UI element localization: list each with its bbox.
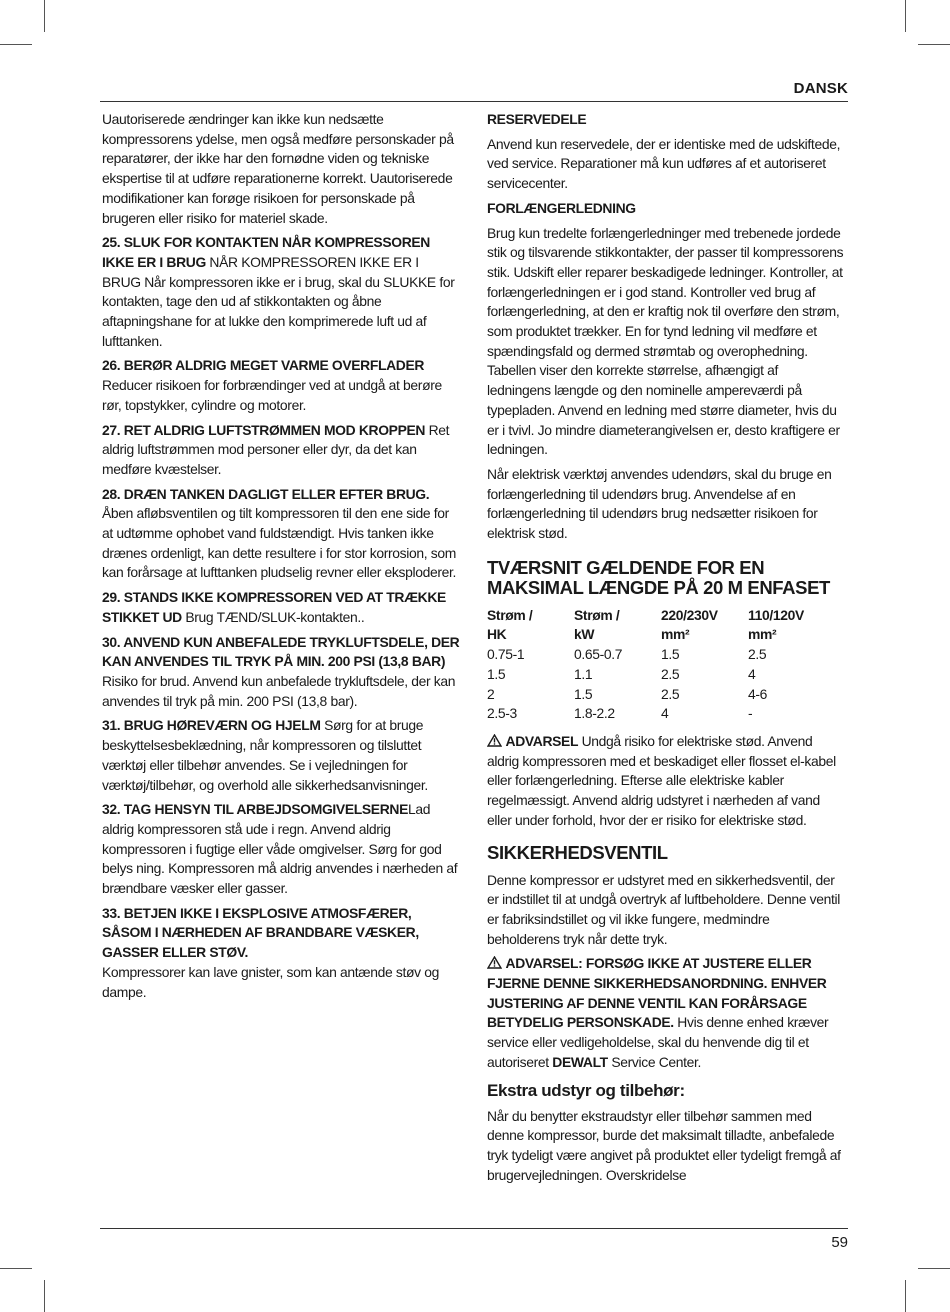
safety-item-heading: 25. SLUK FOR KONTAKTEN NÅR KOMPRESSOREN IKKE ER I BRUG xyxy=(102,234,430,270)
crop-mark xyxy=(918,1268,950,1269)
reservedele-heading: RESERVEDELE xyxy=(487,111,587,127)
table-cell: 2.5 xyxy=(661,665,680,682)
ekstra-udstyr-text: Når du benytter ekstraudstyr eller tilbehør sammen med denne kompressor, burde det maksimalt tilladte, anbefalede tryk tydeligt være angivet på produktet eller tydeligt fremgå af brugervejledningen. Overskridelse xyxy=(487,1107,841,1183)
safety-item-text: Ret aldrig luftstrømmen mod personer eller dyr, da det kan medføre kvæstelser. xyxy=(102,421,450,477)
crop-mark xyxy=(44,1280,45,1312)
table-header-cell: Strøm / kW xyxy=(574,606,620,643)
forlaengerledning-heading: FORLÆNGERLEDNING xyxy=(487,199,636,216)
language-label: DANSK xyxy=(793,80,848,97)
table-cell: 4 xyxy=(748,665,756,682)
crop-mark xyxy=(0,1268,32,1269)
table-row xyxy=(487,645,845,665)
safety-item-heading: 30. ANVEND KUN ANBEFALEDE TRYKLUFTSDELE, DER KAN ANVENDES TIL TRYK PÅ MIN. 200 PSI (13,8 BAR) xyxy=(102,633,460,670)
safety-item-32 xyxy=(102,800,460,899)
crop-mark xyxy=(905,0,906,32)
table-cell: 4 xyxy=(661,705,669,722)
safety-item-heading: 28. DRÆN TANKEN DAGLIGT ELLER EFTER BRUG. xyxy=(102,485,430,502)
crop-mark xyxy=(44,0,45,32)
safety-item-31 xyxy=(102,716,460,795)
safety-item-30 xyxy=(102,633,460,712)
ekstra-udstyr-heading: Ekstra udstyr og tilbehør: xyxy=(487,1080,685,1100)
brand-name: DEWALT xyxy=(552,1053,608,1070)
table-cell: 4-6 xyxy=(748,685,768,702)
table-cell: 0.75-1 xyxy=(487,646,525,663)
table-cell: 2.5 xyxy=(748,646,767,663)
warning-label: ADVARSEL xyxy=(505,732,579,749)
safety-item-text: Lad aldrig kompressoren stå ude i regn. Anvend aldrig kompressoren i fugtige eller våde omgivelser. Sørg for god belys ning. Kompressoren må aldrig anvendes i nærheden af brændbare væsker eller gasser. xyxy=(102,801,458,897)
forlaengerledning-paragraph-1: Brug kun tredelte forlængerledninger med trebenede jordede stik og tilsvarende stikkontakter, der passer til kompressorens stik. Udskift eller reparer beskadigede ledninger. Kontroller, at forlængerledningen er i god stand. Kontroller ved brug af forlængerledning, at den er kraftig nok til overføre den strøm, som produktet trækker. En for tynd ledning vil medføre et spændingsfald og dermed strømtab og overophedning. Tabellen viser den korrekte størrelse, afhængigt af ledningens længde og den nominelle ampereværdi på typepladen. Anvend en ledning med større diameter, hvis du er i tvivl. Jo mindre diameterangivelsen er, desto kraftigere er ledningen. xyxy=(487,224,844,458)
safety-item-heading: 27. RET ALDRIG LUFTSTRØMMEN MOD KROPPEN xyxy=(102,421,426,438)
safety-item-heading: 26. BERØR ALDRIG MEGET VARME OVERFLADER xyxy=(102,357,425,374)
safety-item-26 xyxy=(102,356,460,415)
table-cell: 1.8-2.2 xyxy=(574,705,615,722)
safety-item-heading: 31. BRUG HØREVÆRN OG HJELM xyxy=(102,717,321,734)
safety-item-text: Åben afløbsventilen og tilt kompressoren til den ene side for at udtømme ophobet vand fuldstændigt. Hvis tanken ikke drænes ordenligt, kan dette resultere i for stor korrosion, som kan forårsage at lufttanken pludselig revner eller eksploderer. xyxy=(102,505,456,581)
table-row xyxy=(487,685,845,705)
crop-mark xyxy=(918,44,950,45)
page-number: 59 xyxy=(831,1234,848,1251)
warning-text: Service Center. xyxy=(607,1053,702,1070)
safety-item-heading: 32. TAG HENSYN TIL ARBEJDSOMGIVELSERNE xyxy=(102,801,408,818)
safety-item-heading: 29. STANDS IKKE KOMPRESSOREN VED AT TRÆKKE STIKKET UD xyxy=(102,589,446,625)
table-header-cell: 110/120V mm² xyxy=(748,606,804,643)
safety-item-heading: 33. BETJEN IKKE I EKSPLOSIVE ATMOSFÆRER, SÅSOM I NÆRHEDEN AF BRANDBARE VÆSKER, GASSER ELLER STØV. xyxy=(102,904,419,961)
table-cell: 1.5 xyxy=(574,685,593,702)
table-cell: 2 xyxy=(487,685,495,702)
table-cell: 1.5 xyxy=(661,646,680,663)
safety-item-text: Reducer risikoen for forbrændinger ved at undgå at berøre rør, topstykker, cylindre og motorer. xyxy=(102,377,442,413)
footer-rule xyxy=(100,1228,848,1229)
safety-item-text: Kompressorer kan lave gnister, som kan antænde støv og dampe. xyxy=(102,963,440,1000)
reservedele-text: Anvend kun reservedele, der er identiske med de udskiftede, ved service. Reparationer må kun udføres af et autoriseret servicecenter. xyxy=(487,135,841,192)
cord-table-title: TVÆRSNIT GÆLDENDE FOR EN MAKSIMAL LÆNGDE PÅ 20 M ENFASET xyxy=(487,556,830,598)
table-header-cell: Strøm / HK xyxy=(487,606,533,643)
table-cell: 2.5 xyxy=(661,685,680,702)
table-header-cell: 220/230V mm² xyxy=(661,606,718,643)
safety-item-28 xyxy=(102,485,460,584)
safety-item-27 xyxy=(102,421,460,480)
left-column xyxy=(102,110,460,1007)
warning-label: ADVARSEL: FORSØG IKKE AT JUSTERE ELLER FJERNE DENNE SIKKERHEDSANORDNING. ENHVER JUSTERING AF DENNE VENTIL KAN FORÅRSAGE BETYDELIG PERSONSKADE. xyxy=(487,955,827,1031)
table-cell: 0.65-0.7 xyxy=(574,646,623,663)
warning-triangle-icon xyxy=(487,734,502,747)
safety-item-text: Brug TÆND/SLUK-kontakten.. xyxy=(181,608,365,625)
table-header-row xyxy=(487,606,845,645)
safety-item-29 xyxy=(102,588,460,627)
safety-item-33 xyxy=(102,904,460,963)
sikkerhedsventil-heading: SIKKERHEDSVENTIL xyxy=(487,841,668,863)
warning-text: Undgå risiko for elektriske stød. Anvend aldrig kompressoren med et beskadiget eller flosset el-kabel eller forlængerledning. Efterse alle elektriske kabler regelmæssigt. Anvend aldrig udstyret i nærheden af vand eller under forhold, hvor der er risiko for elektriske stød. xyxy=(487,732,836,828)
warning-paragraph-1 xyxy=(487,732,845,831)
safety-item-25 xyxy=(102,233,460,351)
warning-triangle-icon xyxy=(487,956,502,969)
warning-paragraph-2 xyxy=(487,954,845,1072)
table-cell: 1.5 xyxy=(487,665,506,682)
forlaengerledning-paragraph-2: Når elektrisk værktøj anvendes udendørs, skal du bruge en forlængerledning til udendørs brug. Anvendelse af en forlængerledning til udendørs brug nedsætter risikoen for elektrisk stød. xyxy=(487,465,832,542)
table-cell: 1.1 xyxy=(574,665,593,682)
crop-mark xyxy=(905,1280,906,1312)
safety-item-text: Risiko for brud. Anvend kun anbefalede trykluftsdele, der kan anvendes til tryk på min. 200 PSI (13,8 bar). xyxy=(102,672,456,709)
crop-mark xyxy=(0,44,32,45)
intro-paragraph: Uautoriserede ændringer kan ikke kun nedsætte kompressorens ydelse, men også medføre personskader på reparatører, der ikke har den fornødne viden og tekniske ekspertise til at udføre reparationerne korrekt. Uautoriserede modifikationer kan forøge risikoen for personskade på brugeren eller risiko for materiel skade. xyxy=(102,111,454,226)
cord-size-table xyxy=(487,606,845,724)
header-rule xyxy=(100,101,848,102)
warning-text: Hvis denne enhed kræver service eller vedligeholdelse, skal du henvende dig til et autoriseret xyxy=(487,1014,829,1070)
table-row xyxy=(487,704,845,724)
safety-item-text: NÅR KOMPRESSOREN IKKE ER I BRUG Når kompressoren ikke er i brug, skal du SLUKKE for kontakten, tage den ud af stikkontakten og åbne aftapningshane for at lukke den komprimerede luft ud af lufttanken. xyxy=(102,253,455,349)
safety-item-text: Sørg for at bruge beskyttelsesbeklædning, når kompressoren og tilsluttet værktøj eller tilbehør anvendes. Se i vejledningen for værktøj/tilbehør, og overhold alle sikkerhedsanvisninger. xyxy=(102,717,428,793)
table-cell: - xyxy=(748,705,753,722)
sikkerhedsventil-text: Denne kompressor er udstyret med en sikkerhedsventil, der er indstillet til at undgå overtryk af luftbeholdere. Denne ventil er fabriksindstillet og vil ikke fungere, medmindre beholderens tryk når dette tryk. xyxy=(487,871,840,947)
table-cell: 2.5-3 xyxy=(487,705,517,722)
right-column xyxy=(487,110,845,1190)
table-row xyxy=(487,665,845,685)
